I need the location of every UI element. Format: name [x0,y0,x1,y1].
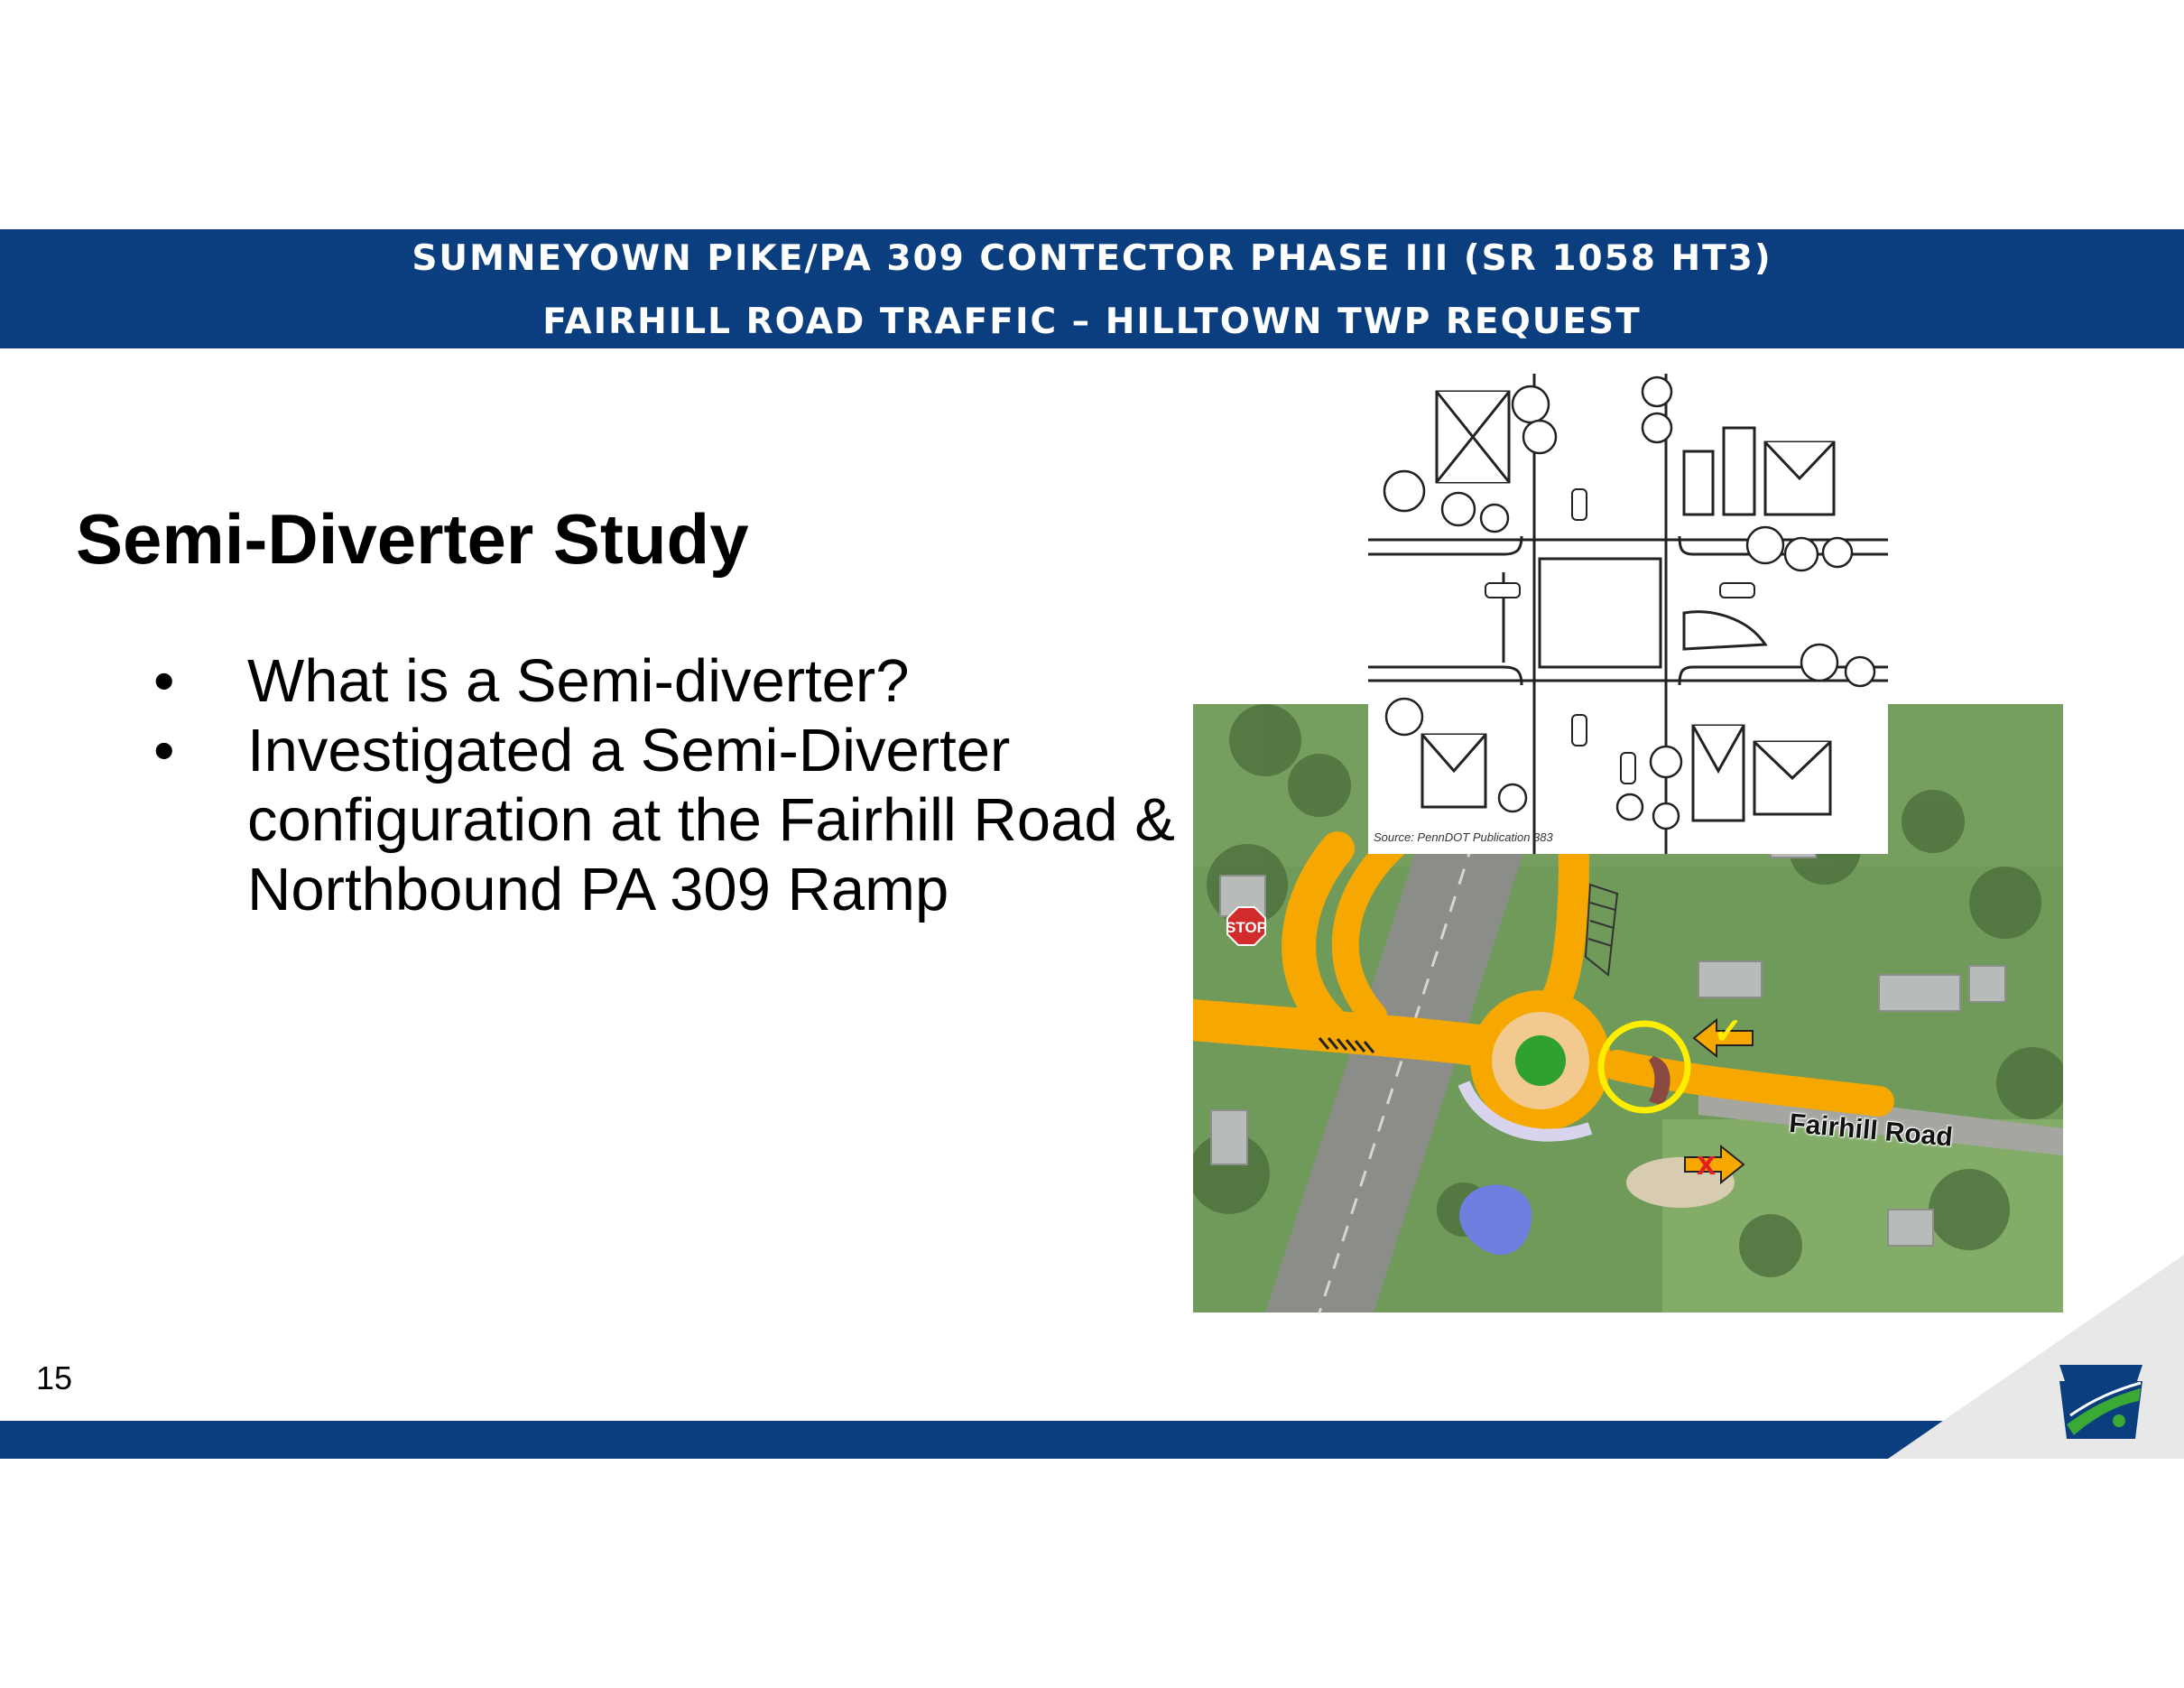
header-line-2: FAIRHILL ROAD TRAFFIC – HILLTOWN TWP REQUEST [542,301,1642,342]
bullet-glyph: • [153,647,175,715]
bullet-item [153,646,1182,716]
fairhill-road-label: Fairhill Road [1788,1108,1954,1153]
bullet-text: Investigated a Semi-Diverter configuration at the Fairhill Road & Northbound PA 309 Ramp [247,717,1175,923]
penndot-keystone-icon [2056,1361,2146,1442]
header-line-1: SUMNEYOWN PIKE/PA 309 CONTECTOR PHASE III (SR 1058 HT3) [412,238,1772,279]
plan-drawing-graphic [1368,374,1888,854]
x-mark-icon: x [1697,1145,1717,1183]
semi-diverter-plan-drawing [1368,374,1888,854]
roundabout-island [1515,1035,1566,1086]
check-mark-icon: ✓ [1713,1012,1744,1052]
stop-sign-label: STOP [1226,919,1267,936]
source-caption: Source: PennDOT Publication 383 [1374,830,1553,844]
bullet-item [153,716,1182,924]
bullet-list [153,646,1182,924]
page-number: 15 [36,1359,73,1396]
bullet-glyph: • [153,717,175,784]
slide-title: Semi-Diverter Study [76,499,749,579]
footer-bar [0,1421,2184,1459]
bullet-text: What is a Semi-diverter? [247,647,910,715]
header-banner [0,229,2184,348]
